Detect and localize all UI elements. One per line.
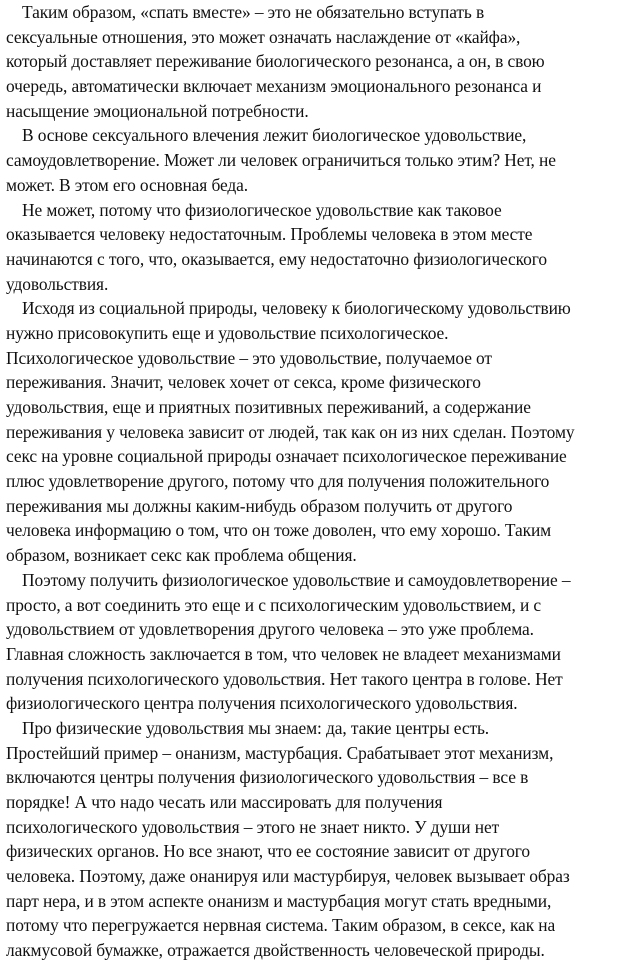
text-line: физиологического центра получения психологического удовольствия. xyxy=(6,693,518,714)
text-line: начинаются с того, что, оказывается, ему недостаточно физиологического xyxy=(6,248,547,269)
text-line: Психологическое удовольствие – это удовольствие, получаемое от xyxy=(6,347,492,368)
text-line: может. В этом его основная беда. xyxy=(6,174,248,195)
text-line: потому что перегружается нервная система. Таким образом, в сексе, как на xyxy=(6,915,556,936)
text-line: нужно присовокупить еще и удовольствие психологическое. xyxy=(6,322,449,343)
text-line: Не может, потому что физиологическое удовольствие как таковое xyxy=(22,199,502,220)
text-line: Исходя из социальной природы, человеку к биологическому удовольствию xyxy=(22,298,571,319)
paragraph-1 xyxy=(6,0,614,123)
text-line: просто, а вот соединить это еще и с психологическим удовольствием, и с xyxy=(6,594,542,615)
text-line: образом, возникает секс как проблема общения. xyxy=(6,545,357,566)
text-line: плюс удовлетворение другого, потому что для получения положительного xyxy=(6,471,550,492)
text-line: Про физические удовольствия мы знаем: да, такие центры есть. xyxy=(22,717,490,738)
paragraph-6 xyxy=(6,716,614,963)
text-line: удовольствия, еще и приятных позитивных переживаний, а содержание xyxy=(6,397,531,417)
text-line: физических органов. Но все знают, что ее состояние зависит от другого xyxy=(6,841,530,862)
text-line: секс на уровне социальной природы означает психологическое переживание xyxy=(6,446,567,467)
text-line: человека. Поэтому, даже онанируя или мастурбируя, человек вызывает образ xyxy=(6,866,570,887)
text-line: насыщение эмоциональной потребности. xyxy=(6,100,309,121)
paragraph-3 xyxy=(6,198,614,297)
text-line: переживания. Значит, человек хочет от секса, кроме физического xyxy=(6,372,481,393)
text-line: Главная сложность заключается в том, что человек не владеет механизмами xyxy=(6,643,561,664)
text-line: очередь, автоматически включает механизм эмоционального резонанса и xyxy=(6,76,542,97)
text-line: Поэтому получить физиологическое удовольствие и самоудовлетворение – xyxy=(22,569,571,590)
text-line: получения психологического удовольствия. Нет такого центра в голове. Нет xyxy=(6,668,563,689)
text-line: В основе сексуального влечения лежит биологическое удовольствие, xyxy=(22,125,527,146)
text-line: самоудовлетворение. Может ли человек ограничиться только этим? Нет, не xyxy=(6,150,556,171)
text-line: порядке! А что надо чесать или массировать для получения xyxy=(6,792,443,812)
text-line: человека информацию о том, что он тоже доволен, что ему хорошо. Таким xyxy=(6,520,552,541)
text-line: переживания у человека зависит от людей, так как он из них сделан. Поэтому xyxy=(6,421,575,442)
text-line: включаются центры получения физиологического удовольствия – все в xyxy=(6,767,529,788)
text-line: удовольствия. xyxy=(6,273,109,294)
text-line: оказывается человеку недостаточным. Проблемы человека в этом месте xyxy=(6,224,533,245)
text-line: Простейший пример – онанизм, мастурбация. Срабатывает этот механизм, xyxy=(6,742,554,763)
text-line: лакмусовой бумажке, отражается двойственность человеческой природы. xyxy=(6,940,545,961)
paragraph-5 xyxy=(6,568,614,716)
text-line: Таким образом, «спать вместе» – это не обязательно вступать в xyxy=(22,2,485,22)
text-line: психологического удовольствия – этого не знает никто. У души нет xyxy=(6,816,500,837)
text-line: который доставляет переживание биологического резонанса, а он, в свою xyxy=(6,51,545,72)
text-line: удовольствием от удовлетворения другого человека – это уже проблема. xyxy=(6,619,534,640)
paragraph-4 xyxy=(6,296,614,568)
text-line: переживания мы должны каким-нибудь образом получить от другого xyxy=(6,495,513,516)
text-line: сексуальные отношения, это может означать наслаждение от «кайфа», xyxy=(6,26,521,47)
text-line: парт нера, и в этом аспекте онанизм и мастурбация могут стать вредными, xyxy=(6,890,552,911)
paragraph-2 xyxy=(6,123,614,197)
